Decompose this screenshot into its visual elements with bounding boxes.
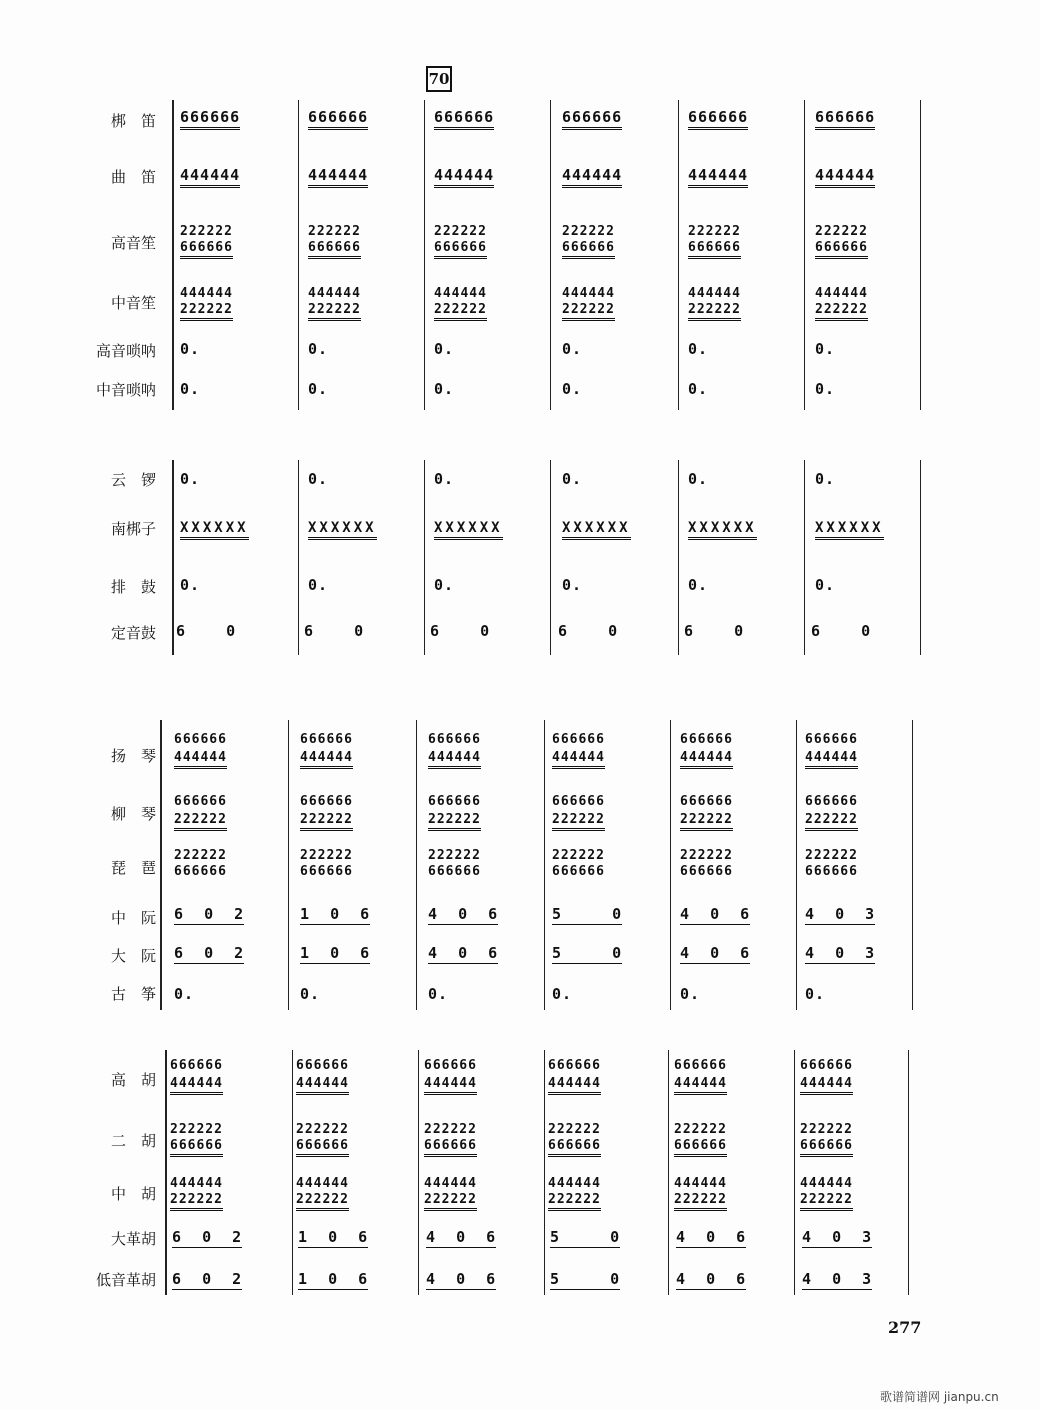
note-group: 666666: [428, 732, 481, 747]
ruan-notes: 6 0 2: [174, 944, 245, 962]
note-group: 222222: [308, 224, 361, 239]
ruan-notes: 4 0 6: [428, 944, 499, 962]
gehu-notes: 6 0 2: [172, 1270, 243, 1288]
label-zhongyinsheng: 中音笙: [110, 294, 156, 312]
note-group: 666666: [300, 732, 353, 747]
note-group: 444444: [562, 166, 622, 188]
note-group: 222222: [170, 1192, 223, 1211]
timpani-note: 6 0: [430, 622, 491, 640]
note-group: 222222: [424, 1122, 477, 1137]
note-group: 666666: [296, 1138, 349, 1157]
note-group: 666666: [805, 732, 858, 747]
note-group: 222222: [562, 302, 615, 321]
note-group: 444444: [434, 286, 487, 301]
rest: 0.: [434, 576, 455, 594]
note-group: 222222: [805, 848, 858, 863]
rest: 0.: [434, 340, 455, 358]
rest: 0.: [434, 380, 455, 398]
label-zhongruan: 中 阮: [110, 909, 156, 927]
barline: [678, 460, 679, 655]
note-group: 444444: [800, 1076, 853, 1095]
barline: [288, 720, 289, 1010]
label-dingyingu: 定音鼓: [110, 624, 156, 642]
note-group: 222222: [170, 1122, 223, 1137]
note-group: 222222: [548, 1122, 601, 1137]
note-group: 222222: [562, 224, 615, 239]
note-group: 666666: [548, 1058, 601, 1073]
note-group: 666666: [174, 794, 227, 809]
label-yunluo: 云 锣: [110, 471, 156, 489]
note-group: 666666: [434, 240, 487, 259]
note-group: 666666: [562, 240, 615, 259]
rest: 0.: [562, 380, 583, 398]
barline: [796, 720, 797, 1010]
barline: [794, 1050, 795, 1295]
gehu-notes: 4 0 3: [802, 1270, 873, 1288]
ruan-notes: 4 0 3: [805, 905, 876, 923]
timpani-note: 6 0: [304, 622, 365, 640]
note-group: 444444: [552, 750, 605, 769]
rest: 0.: [815, 576, 836, 594]
note-group: 444444: [815, 166, 875, 188]
note-group: 222222: [434, 302, 487, 321]
note-group: 222222: [815, 224, 868, 239]
rest: 0.: [815, 380, 836, 398]
system-line-3: [160, 720, 162, 1010]
barline: [298, 460, 299, 655]
note-group: 444444: [308, 286, 361, 301]
note-group: 666666: [552, 732, 605, 747]
note-group: 444444: [800, 1176, 853, 1191]
note-group: 222222: [296, 1122, 349, 1137]
rest: 0.: [308, 576, 329, 594]
note-group: 666666: [680, 864, 733, 879]
barline: [424, 460, 425, 655]
note-group: 222222: [428, 848, 481, 863]
rest: 0.: [562, 340, 583, 358]
note-group: 222222: [428, 812, 481, 831]
note-group: 444444: [180, 166, 240, 188]
barline: [418, 1050, 419, 1295]
note-group: 444444: [424, 1176, 477, 1191]
note-group: 666666: [170, 1138, 223, 1157]
note-group: 666666: [815, 240, 868, 259]
rest: 0.: [562, 576, 583, 594]
barline: [908, 1050, 909, 1295]
note-group: 666666: [174, 732, 227, 747]
label-daruan: 大 阮: [110, 947, 156, 965]
note-group: 444444: [688, 166, 748, 188]
note-group: 444444: [688, 286, 741, 301]
rest: 0.: [308, 380, 329, 398]
note-group: 666666: [552, 794, 605, 809]
gehu-notes: 6 0 2: [172, 1228, 243, 1246]
rest: 0.: [180, 470, 201, 488]
ruan-notes: 4 0 6: [680, 944, 751, 962]
note-group: 444444: [180, 286, 233, 301]
note-group: 666666: [815, 108, 875, 130]
page-number: 277: [888, 1318, 922, 1337]
label-bangdi: 梆 笛: [110, 112, 156, 130]
x-group: XXXXXX: [688, 520, 757, 540]
rest: 0.: [688, 380, 709, 398]
barline: [920, 460, 921, 655]
x-group: XXXXXX: [562, 520, 631, 540]
note-group: 666666: [552, 864, 605, 879]
note-group: 222222: [552, 848, 605, 863]
rehearsal-mark: 70: [426, 66, 452, 92]
label-zhonghu: 中 胡: [110, 1185, 156, 1203]
rest: 0.: [815, 470, 836, 488]
note-group: 222222: [548, 1192, 601, 1211]
gehu-notes: 1 0 6: [298, 1228, 369, 1246]
note-group: 222222: [680, 812, 733, 831]
note-group: 222222: [434, 224, 487, 239]
note-group: 444444: [548, 1076, 601, 1095]
note-group: 666666: [680, 794, 733, 809]
gehu-notes: 4 0 6: [676, 1270, 747, 1288]
rest: 0.: [428, 985, 449, 1003]
barline: [550, 100, 551, 410]
note-group: 444444: [170, 1176, 223, 1191]
gehu-notes: 4 0 6: [426, 1270, 497, 1288]
note-group: 444444: [548, 1176, 601, 1191]
note-group: 444444: [434, 166, 494, 188]
note-group: 666666: [308, 108, 368, 130]
system-line-4: [165, 1050, 167, 1295]
note-group: 666666: [800, 1058, 853, 1073]
ruan-notes: 5 0: [552, 905, 623, 923]
x-group: XXXXXX: [308, 520, 377, 540]
label-diyingehu: 低音革胡: [95, 1271, 156, 1289]
barline: [678, 100, 679, 410]
note-group: 222222: [300, 812, 353, 831]
barline: [804, 100, 805, 410]
system-line-2: [172, 460, 174, 655]
rest: 0.: [688, 470, 709, 488]
note-group: 222222: [815, 302, 868, 321]
ruan-notes: 1 0 6: [300, 905, 371, 923]
timpani-note: 6 0: [811, 622, 872, 640]
x-group: XXXXXX: [434, 520, 503, 540]
x-group: XXXXXX: [180, 520, 249, 540]
note-group: 222222: [424, 1192, 477, 1211]
note-group: 222222: [800, 1122, 853, 1137]
gehu-notes: 5 0: [550, 1228, 621, 1246]
label-dagehu: 大革胡: [110, 1230, 156, 1248]
note-group: 222222: [688, 224, 741, 239]
x-group: XXXXXX: [815, 520, 884, 540]
rest: 0.: [180, 340, 201, 358]
note-group: 444444: [674, 1076, 727, 1095]
note-group: 666666: [300, 864, 353, 879]
note-group: 444444: [562, 286, 615, 301]
ruan-notes: 6 0 2: [174, 905, 245, 923]
note-group: 222222: [552, 812, 605, 831]
note-group: 666666: [296, 1058, 349, 1073]
note-group: 222222: [308, 302, 361, 321]
rest: 0.: [434, 470, 455, 488]
note-group: 666666: [180, 108, 240, 130]
label-yangqin: 扬 琴: [110, 747, 156, 765]
note-group: 444444: [674, 1176, 727, 1191]
label-zhongyinsuona: 中音唢呐: [95, 381, 156, 399]
note-group: 666666: [424, 1138, 477, 1157]
note-group: 444444: [296, 1076, 349, 1095]
note-group: 666666: [434, 108, 494, 130]
barline: [416, 720, 417, 1010]
note-group: 666666: [688, 108, 748, 130]
note-group: 444444: [174, 750, 227, 769]
note-group: 666666: [674, 1058, 727, 1073]
note-group: 666666: [688, 240, 741, 259]
watermark: 歌谱简谱网 jianpu.cn: [880, 1390, 999, 1404]
note-group: 666666: [424, 1058, 477, 1073]
ruan-notes: 4 0 6: [680, 905, 751, 923]
note-group: 222222: [296, 1192, 349, 1211]
note-group: 444444: [680, 750, 733, 769]
barline: [298, 100, 299, 410]
note-group: 666666: [300, 794, 353, 809]
note-group: 666666: [308, 240, 361, 259]
note-group: 222222: [800, 1192, 853, 1211]
note-group: 666666: [562, 108, 622, 130]
rest: 0.: [805, 985, 826, 1003]
note-group: 666666: [170, 1058, 223, 1073]
note-group: 444444: [308, 166, 368, 188]
gehu-notes: 4 0 3: [802, 1228, 873, 1246]
ruan-notes: 5 0: [552, 944, 623, 962]
label-guzheng: 古 筝: [110, 985, 156, 1003]
note-group: 666666: [674, 1138, 727, 1157]
barline: [544, 1050, 545, 1295]
label-paigu: 排 鼓: [110, 578, 156, 596]
note-group: 222222: [174, 848, 227, 863]
rest: 0.: [688, 576, 709, 594]
gehu-notes: 4 0 6: [676, 1228, 747, 1246]
note-group: 666666: [428, 864, 481, 879]
note-group: 222222: [174, 812, 227, 831]
barline: [668, 1050, 669, 1295]
system-line-1: [172, 100, 174, 410]
ruan-notes: 1 0 6: [300, 944, 371, 962]
rest: 0.: [180, 380, 201, 398]
note-group: 222222: [688, 302, 741, 321]
note-group: 666666: [174, 864, 227, 879]
rest: 0.: [562, 470, 583, 488]
rest: 0.: [308, 340, 329, 358]
label-gaoyinsuona: 高音唢呐: [95, 342, 156, 360]
ruan-notes: 4 0 3: [805, 944, 876, 962]
note-group: 444444: [296, 1176, 349, 1191]
rest: 0.: [552, 985, 573, 1003]
note-group: 444444: [805, 750, 858, 769]
note-group: 444444: [170, 1076, 223, 1095]
label-gaohu: 高 胡: [110, 1071, 156, 1089]
note-group: 666666: [548, 1138, 601, 1157]
rest: 0.: [308, 470, 329, 488]
gehu-notes: 1 0 6: [298, 1270, 369, 1288]
note-group: 666666: [180, 240, 233, 259]
rest: 0.: [180, 576, 201, 594]
label-gaoyinsheng: 高音笙: [110, 234, 156, 252]
note-group: 666666: [428, 794, 481, 809]
barline: [292, 1050, 293, 1295]
note-group: 444444: [300, 750, 353, 769]
label-nanbangzi: 南梆子: [110, 520, 156, 538]
label-qudi: 曲 笛: [110, 168, 156, 186]
note-group: 444444: [815, 286, 868, 301]
timpani-note: 6 0: [684, 622, 745, 640]
note-group: 222222: [180, 302, 233, 321]
note-group: 222222: [680, 848, 733, 863]
barline: [544, 720, 545, 1010]
note-group: 222222: [674, 1192, 727, 1211]
gehu-notes: 4 0 6: [426, 1228, 497, 1246]
barline: [920, 100, 921, 410]
note-group: 222222: [805, 812, 858, 831]
timpani-note: 6 0: [558, 622, 619, 640]
timpani-note: 6 0: [176, 622, 237, 640]
note-group: 222222: [674, 1122, 727, 1137]
barline: [670, 720, 671, 1010]
rest: 0.: [680, 985, 701, 1003]
label-liuqin: 柳 琴: [110, 805, 156, 823]
note-group: 666666: [680, 732, 733, 747]
note-group: 666666: [805, 864, 858, 879]
note-group: 222222: [300, 848, 353, 863]
barline: [550, 460, 551, 655]
barline: [424, 100, 425, 410]
gehu-notes: 5 0: [550, 1270, 621, 1288]
rest: 0.: [815, 340, 836, 358]
barline: [912, 720, 913, 1010]
note-group: 222222: [180, 224, 233, 239]
note-group: 444444: [428, 750, 481, 769]
rest: 0.: [300, 985, 321, 1003]
barline: [804, 460, 805, 655]
note-group: 666666: [805, 794, 858, 809]
rest: 0.: [688, 340, 709, 358]
label-erhu: 二 胡: [110, 1132, 156, 1150]
rest: 0.: [174, 985, 195, 1003]
label-pipa: 琵 琶: [110, 859, 156, 877]
note-group: 444444: [424, 1076, 477, 1095]
note-group: 666666: [800, 1138, 853, 1157]
ruan-notes: 4 0 6: [428, 905, 499, 923]
